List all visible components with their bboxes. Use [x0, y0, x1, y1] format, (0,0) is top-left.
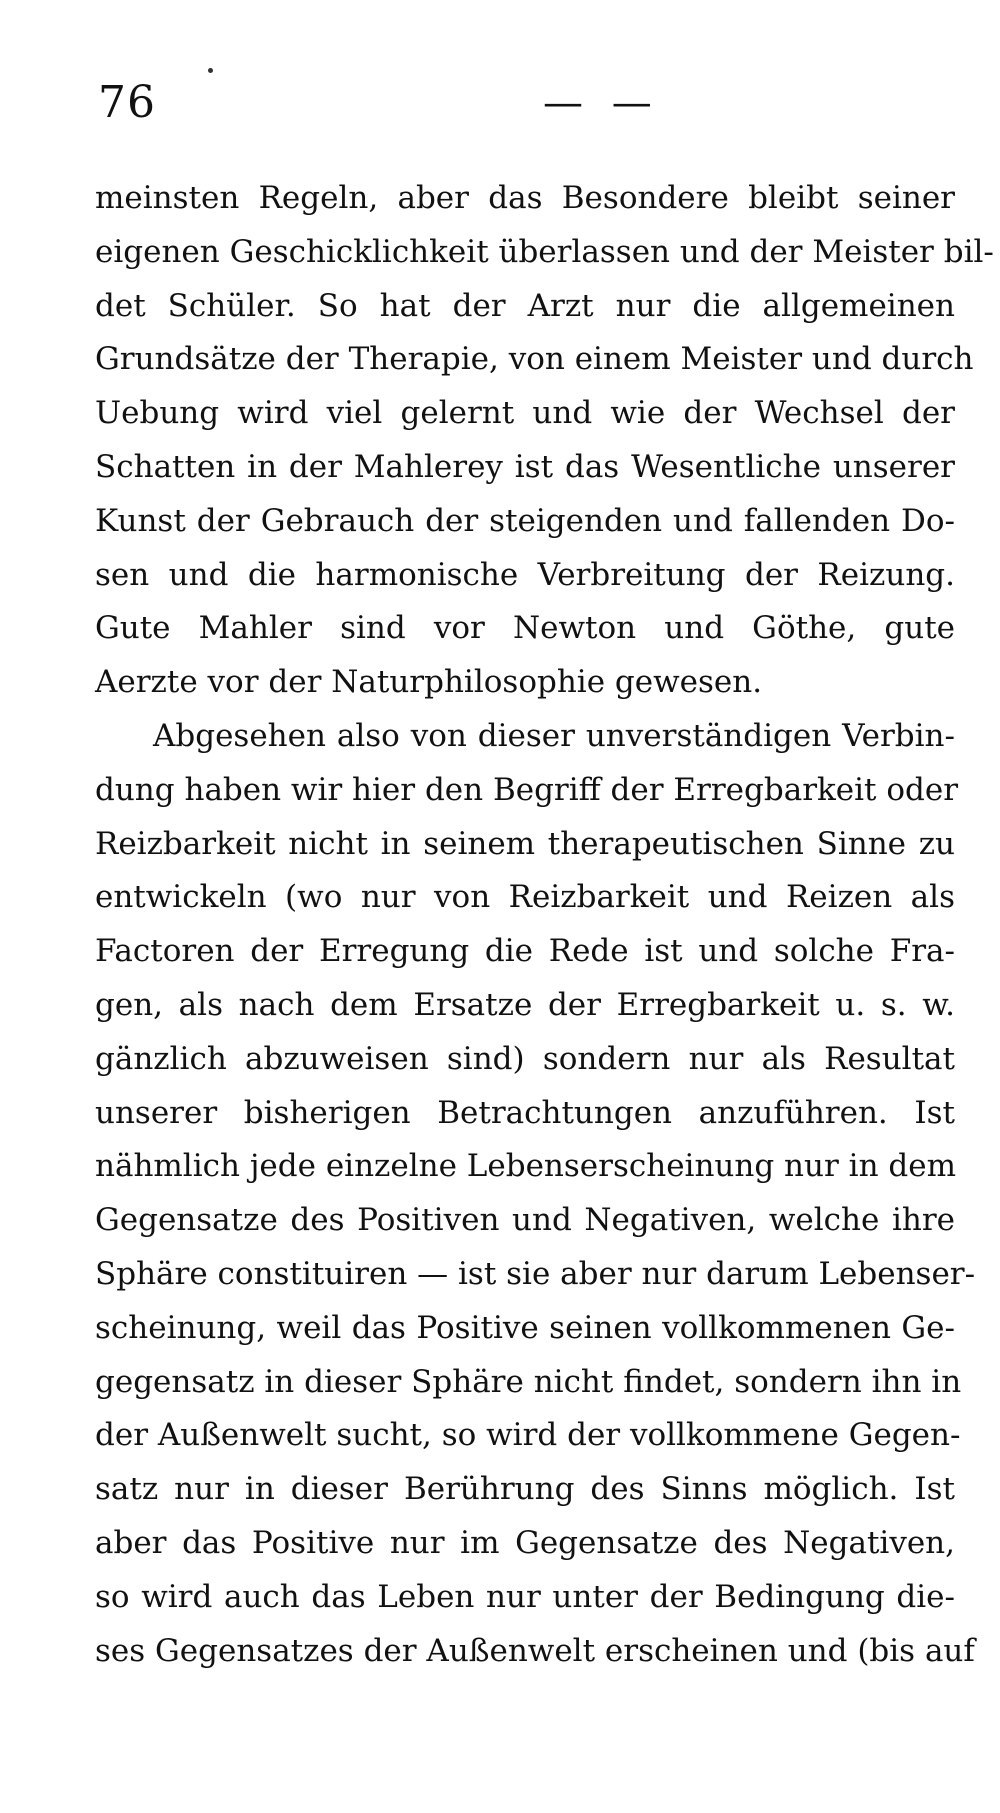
text-line: satz nur in dieser Berührung des Sinns möglich. Ist — [95, 1471, 955, 1508]
text-line: Schatten in der Mahlerey ist das Wesentliche unserer — [95, 448, 955, 485]
text-line: Grundsätze der Therapie, von einem Meister und durch — [95, 341, 974, 378]
text-line: entwickeln (wo nur von Reizbarkeit und Reizen als — [95, 879, 955, 916]
header-dash-mark: — — — [543, 80, 660, 126]
text-line: der Außenwelt sucht, so wird der vollkommene Gegen- — [95, 1417, 961, 1454]
text-line: Gegensatze des Positiven und Negativen, welche ihre — [95, 1202, 955, 1239]
text-line: scheinung, weil das Positive seinen vollkommenen Ge- — [95, 1309, 955, 1346]
text-line: gänzlich abzuweisen sind) sondern nur als Resultat — [95, 1040, 955, 1077]
text-line: unserer bisherigen Betrachtungen anzuführen. Ist — [95, 1094, 955, 1131]
text-line: Kunst der Gebrauch der steigenden und fallenden Do- — [95, 502, 955, 539]
text-line: sen und die harmonische Verbreitung der Reizung. — [95, 556, 955, 593]
text-line: meinsten Regeln, aber das Besondere bleibt seiner — [95, 180, 955, 216]
page-number: 76 — [98, 77, 156, 128]
text-line: gegensatz in dieser Sphäre nicht findet, sondern ihn in — [95, 1363, 962, 1400]
text-line: Reizbarkeit nicht in seinem therapeutischen Sinne zu — [95, 825, 955, 862]
text-line: aber das Positive nur im Gegensatze des Negativen, — [95, 1524, 955, 1561]
text-line: eigenen Geschicklichkeit überlassen und der Meister bil- — [95, 233, 994, 270]
text-line: Uebung wird viel gelernt und wie der Wechsel der — [95, 395, 955, 432]
text-line: Sphäre constituiren — ist sie aber nur darum Lebenser- — [95, 1255, 976, 1292]
text-line: det Schüler. So hat der Arzt nur die allgemeinen — [95, 287, 955, 324]
text-line: gen, als nach dem Ersatze der Erregbarkeit u. s. w. — [95, 986, 955, 1023]
text-line: so wird auch das Leben nur unter der Bedingung die- — [95, 1578, 955, 1615]
text-line: Aerzte vor der Naturphilosophie gewesen. — [95, 664, 763, 701]
print-speck — [208, 68, 213, 73]
text-line: nähmlich jede einzelne Lebenserscheinung nur in dem — [95, 1148, 956, 1185]
page-header — [88, 78, 908, 138]
text-line: dung haben wir hier den Begriff der Erregbarkeit oder — [95, 771, 959, 808]
text-line: Factoren der Erregung die Rede ist und solche Fra- — [95, 933, 955, 970]
paragraph-first-line: Abgesehen also von dieser unverständigen Verbin- — [153, 717, 955, 754]
text-line: Gute Mahler sind vor Newton und Göthe, gute — [95, 610, 955, 647]
text-line: ses Gegensatzes der Außenwelt erscheinen und (bis auf — [95, 1632, 975, 1669]
body-text — [95, 172, 994, 1678]
